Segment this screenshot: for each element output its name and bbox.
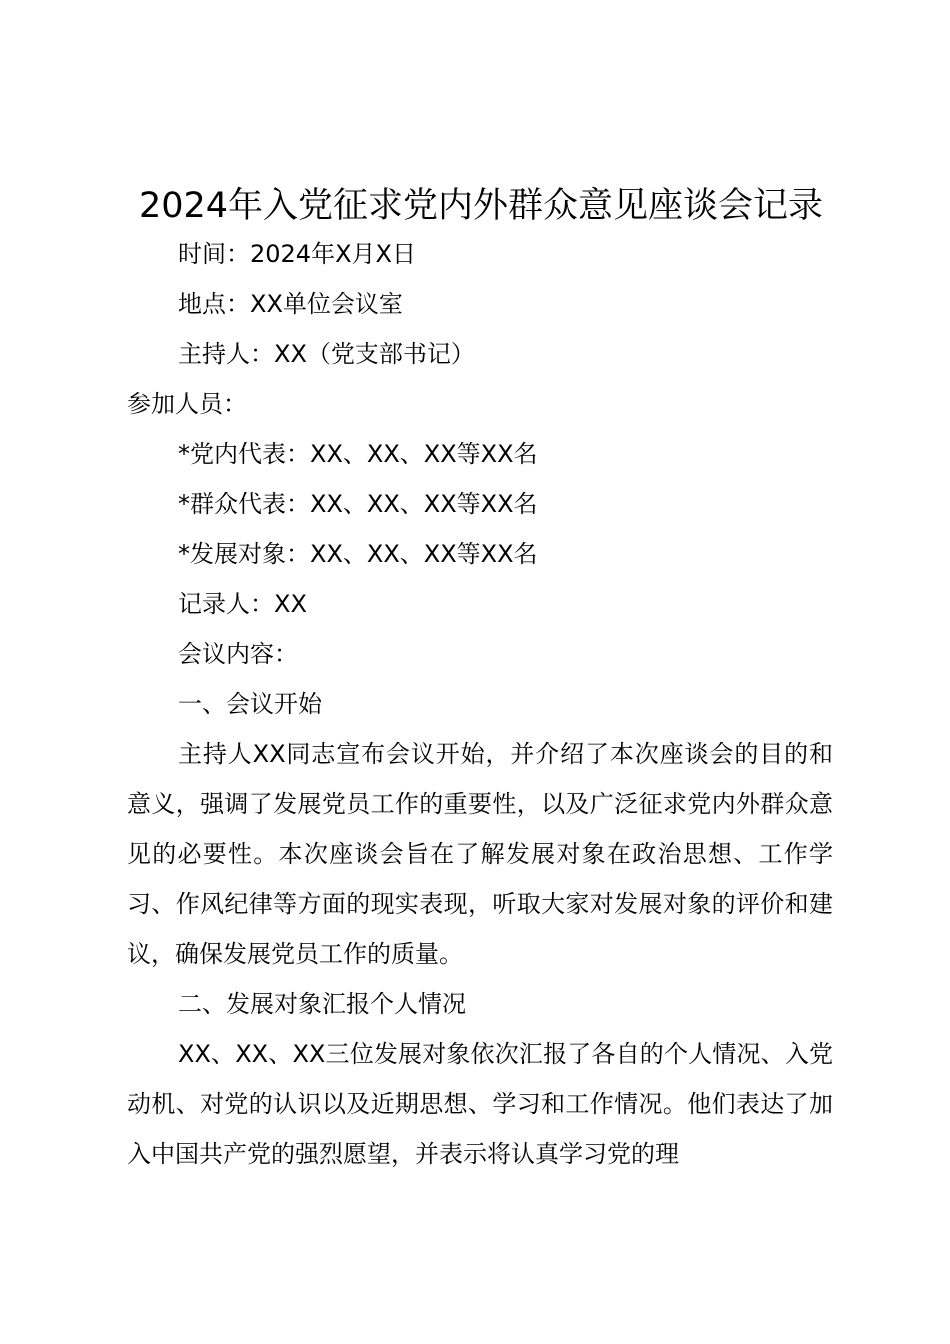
document-title: 2024年入党征求党内外群众意见座谈会记录 <box>138 186 824 226</box>
section-heading: 二、发展对象汇报个人情况 <box>178 990 466 1018</box>
attendee-masses: *群众代表：XX、XX、XX等XX名 <box>178 490 538 518</box>
meeting-place: 地点：XX单位会议室 <box>178 290 403 318</box>
attendee-candidates: *发展对象：XX、XX、XX等XX名 <box>178 540 538 568</box>
meeting-host: 主持人：XX（党支部书记） <box>178 340 475 368</box>
meeting-content-label: 会议内容： <box>178 640 298 668</box>
attendee-party-members: *党内代表：XX、XX、XX等XX名 <box>178 440 538 468</box>
meeting-recorder: 记录人：XX <box>178 590 307 618</box>
section-heading: 一、会议开始 <box>178 690 322 718</box>
section-paragraph: XX、XX、XX三位发展对象依次汇报了各自的个人情况、入党动机、对党的认识以及近期思想、学习和工作情况。他们表达了加入中国共产党的强烈愿望，并表示将认真学习党的理 <box>127 1040 833 1168</box>
meeting-time: 时间：2024年X月X日 <box>178 240 416 268</box>
attendees-label: 参加人员： <box>127 390 247 418</box>
section-paragraph: 主持人XX同志宣布会议开始，并介绍了本次座谈会的目的和意义，强调了发展党员工作的重要性，以及广泛征求党内外群众意见的必要性。本次座谈会旨在了解发展对象在政治思想、工作学习、作风纪律等方面的现实表现，听取大家对发展对象的评价和建议，确保发展党员工作的质量。 <box>127 740 833 968</box>
